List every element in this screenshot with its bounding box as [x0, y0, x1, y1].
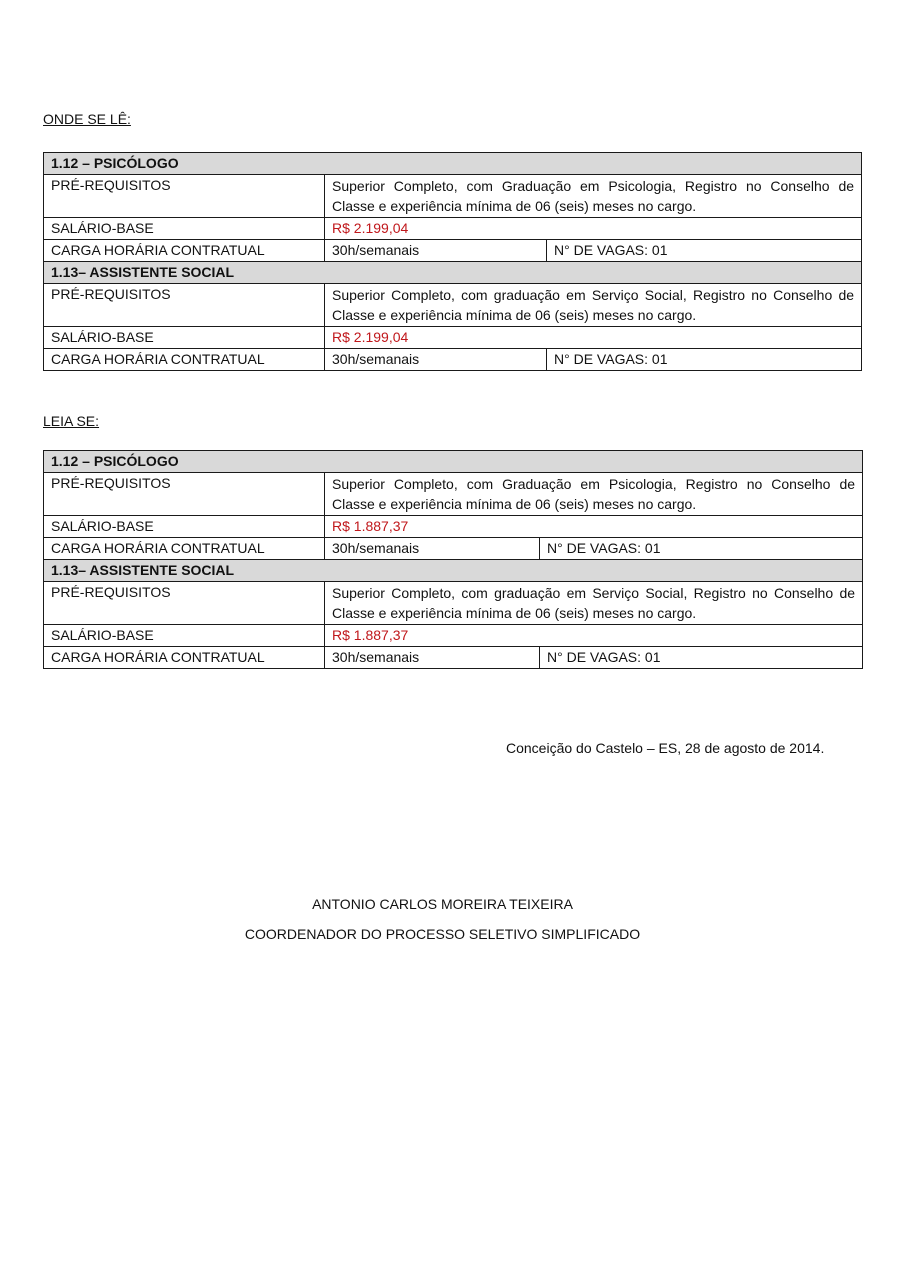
salary-label: SALÁRIO-BASE: [44, 327, 325, 349]
position-header-row: [44, 560, 863, 582]
prereq-row: [44, 284, 862, 327]
salary-label: SALÁRIO-BASE: [44, 625, 325, 647]
signer-role: COORDENADOR DO PROCESSO SELETIVO SIMPLIFICADO: [244, 926, 641, 942]
vacancies: N° DE VAGAS: 01: [547, 349, 862, 371]
prereq-label: PRÉ-REQUISITOS: [44, 582, 325, 625]
prereq-row: [44, 582, 863, 625]
hours-label: CARGA HORÁRIA CONTRATUAL: [44, 538, 325, 560]
salary-value: R$ 1.887,37: [325, 516, 863, 538]
salary-row: [44, 516, 863, 538]
section-heading-corrected: LEIA SE:: [43, 413, 100, 429]
salary-row: [44, 327, 862, 349]
vacancies: N° DE VAGAS: 01: [540, 538, 863, 560]
salary-label: SALÁRIO-BASE: [44, 218, 325, 240]
prereq-value: Superior Completo, com graduação em Serviço Social, Registro no Conselho de Classe e experiência mínima de 06 (seis) meses no cargo.: [325, 284, 862, 327]
prereq-row: [44, 473, 863, 516]
hours-value: 30h/semanais: [325, 349, 547, 371]
position-title: 1.12 – PSICÓLOGO: [44, 153, 862, 175]
hours-row: [44, 349, 862, 371]
position-title: 1.13– ASSISTENTE SOCIAL: [44, 560, 863, 582]
salary-row: [44, 625, 863, 647]
hours-label: CARGA HORÁRIA CONTRATUAL: [44, 240, 325, 262]
salary-label: SALÁRIO-BASE: [44, 516, 325, 538]
signer-name: ANTONIO CARLOS MOREIRA TEIXEIRA: [312, 896, 573, 912]
position-title: 1.13– ASSISTENTE SOCIAL: [44, 262, 862, 284]
hours-label: CARGA HORÁRIA CONTRATUAL: [44, 349, 325, 371]
prereq-value: Superior Completo, com Graduação em Psicologia, Registro no Conselho de Classe e experiência mínima de 06 (seis) meses no cargo.: [325, 175, 862, 218]
prereq-label: PRÉ-REQUISITOS: [44, 175, 325, 218]
salary-value: R$ 2.199,04: [325, 327, 862, 349]
prereq-label: PRÉ-REQUISITOS: [44, 473, 325, 516]
prereq-value: Superior Completo, com Graduação em Psicologia, Registro no Conselho de Classe e experiência mínima de 06 (seis) meses no cargo.: [325, 473, 863, 516]
hours-label: CARGA HORÁRIA CONTRATUAL: [44, 647, 325, 669]
salary-row: [44, 218, 862, 240]
salary-value: R$ 2.199,04: [325, 218, 862, 240]
place-date-line: Conceição do Castelo – ES, 28 de agosto de 2014.: [506, 740, 825, 756]
hours-value: 30h/semanais: [325, 647, 540, 669]
vacancies: N° DE VAGAS: 01: [547, 240, 862, 262]
prereq-label: PRÉ-REQUISITOS: [44, 284, 325, 327]
position-header-row: [44, 153, 862, 175]
positions-table-corrected: [43, 450, 863, 669]
prereq-row: [44, 175, 862, 218]
prereq-value: Superior Completo, com graduação em Serviço Social, Registro no Conselho de Classe e experiência mínima de 06 (seis) meses no cargo.: [325, 582, 863, 625]
positions-table-original: [43, 152, 862, 371]
position-header-row: [44, 262, 862, 284]
hours-row: [44, 647, 863, 669]
salary-value: R$ 1.887,37: [325, 625, 863, 647]
position-header-row: [44, 451, 863, 473]
hours-value: 30h/semanais: [325, 538, 540, 560]
section-heading-original: ONDE SE LÊ:: [43, 111, 131, 127]
hours-value: 30h/semanais: [325, 240, 547, 262]
position-title: 1.12 – PSICÓLOGO: [44, 451, 863, 473]
vacancies: N° DE VAGAS: 01: [540, 647, 863, 669]
hours-row: [44, 538, 863, 560]
hours-row: [44, 240, 862, 262]
